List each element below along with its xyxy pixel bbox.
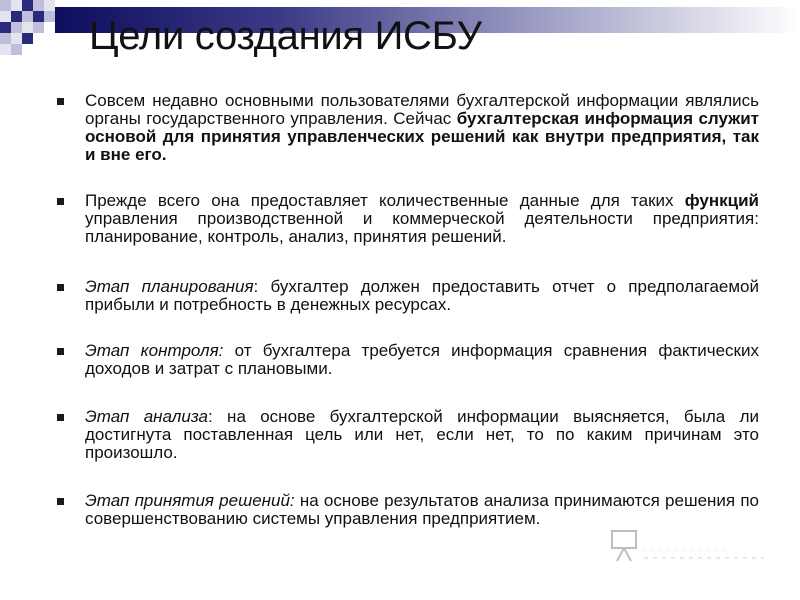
bullet-text-italic: Этап контроля: bbox=[85, 341, 224, 360]
slide-title: Цели создания ИСБУ bbox=[89, 14, 482, 58]
bullet-text bbox=[85, 492, 759, 528]
bullet-text bbox=[85, 192, 759, 246]
square-bullet-icon bbox=[57, 498, 64, 505]
bullet-text-plain: управления производственной и коммерческой деятельности предприятия: планирование, контроль, анализ, принятия решений. bbox=[85, 209, 759, 246]
bullet-item bbox=[57, 278, 759, 314]
bullet-text-plain: Совсем недавно основными пользователями бухгалтерской информации являлись органы государственного управления. Сейчас bbox=[85, 91, 759, 128]
bullet-text bbox=[85, 342, 759, 378]
bullet-text-italic: Этап анализа bbox=[85, 407, 208, 426]
square-bullet-icon bbox=[57, 284, 64, 291]
bullet-item bbox=[57, 192, 759, 246]
bullet-text bbox=[85, 92, 759, 164]
bullet-text bbox=[85, 278, 759, 314]
bullet-text-italic: Этап планирования bbox=[85, 277, 254, 296]
bullet-item bbox=[57, 92, 759, 164]
bullet-item bbox=[57, 492, 759, 528]
bullet-text-plain: : на основе бухгалтерской информации выясняется, была ли достигнута поставленная цель или нет, если нет, то по каким причинам это произошло. bbox=[85, 407, 759, 462]
bullet-text-plain: : бухгалтер должен предоставить отчет о предполагаемой прибыли и потребность в денежных ресурсах. bbox=[85, 277, 759, 314]
bullet-text-plain: на основе результатов анализа принимаются решения по совершенствованию системы управления предприятием. bbox=[85, 491, 759, 528]
square-bullet-icon bbox=[57, 348, 64, 355]
bullet-text-plain: Прежде всего она предоставляет количественные данные для таких bbox=[85, 191, 685, 210]
square-bullet-icon bbox=[57, 198, 64, 205]
bullet-item bbox=[57, 408, 759, 462]
bullet-text-bold: бухгалтерская информация служит основой для принятия управленческих решений как внутри предприятия, так и вне его. bbox=[85, 109, 759, 164]
bullet-item bbox=[57, 342, 759, 378]
bullet-text-plain: от бухгалтера требуется информация сравнения фактических доходов и затрат с плановыми. bbox=[85, 341, 759, 378]
square-bullet-icon bbox=[57, 414, 64, 421]
bullet-text-bold: функций bbox=[684, 191, 759, 210]
square-bullet-icon bbox=[57, 98, 64, 105]
presentation-screen-watermark-icon bbox=[608, 528, 768, 570]
bullet-list bbox=[57, 92, 759, 528]
bullet-text bbox=[85, 408, 759, 462]
bullet-text-italic: Этап принятия решений: bbox=[85, 491, 295, 510]
